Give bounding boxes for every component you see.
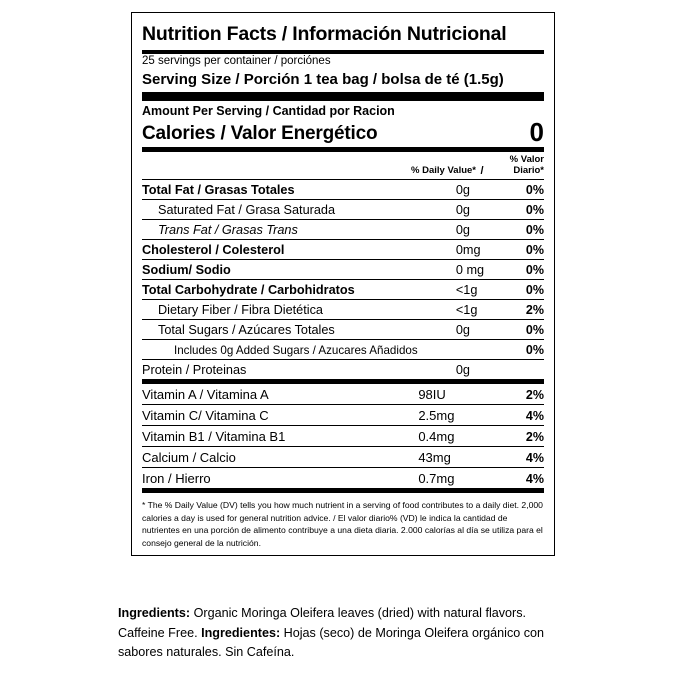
calories-label: Calories / Valor Energético [142,123,378,145]
dv-header-slash: / [480,164,484,177]
nutrient-amount: 0g [456,220,488,240]
ingredients-block [118,604,568,663]
nutrient-name: Dietary Fiber / Fibra Dietética [142,300,456,320]
page-title: Nutrition Facts / Información Nutricional [142,23,507,45]
ingredients-label-en: Ingredients: [118,606,191,620]
table-row [142,340,544,360]
ingredients-text-en: Organic Moringa Oleifera leaves (dried) with natural flavors. Caffeine Free. [118,606,527,640]
table-row [142,468,544,491]
nutrition-facts-panel [131,12,555,556]
nutrient-dv: 0% [488,280,544,300]
table-row [142,280,544,300]
nutrient-dv: 0% [488,240,544,260]
table-row [142,240,544,260]
nutrient-name: Saturated Fat / Grasa Saturada [142,200,456,220]
nutrient-dv: 0% [488,320,544,340]
nutrient-dv: 2% [488,300,544,320]
vitamin-name: Calcium / Calcio [142,447,418,468]
nutrient-amount: 0mg [456,240,488,260]
nutrient-name: Total Sugars / Azúcares Totales [142,320,456,340]
vitamin-name: Iron / Hierro [142,468,418,491]
vitamin-dv: 2% [488,384,544,405]
table-row [142,426,544,447]
nutrient-amount: 0g [456,200,488,220]
nutrient-dv: 0% [488,260,544,280]
nutrient-dv: 0% [488,180,544,200]
daily-value-footnote: * The % Daily Value (DV) tells you how much nutrient in a serving of food contributes to a daily diet. 2,000 calories a day is used for general nutrition advice. / El valor diario% (VD) le indica la cantidad de nutrientes en una porción de alimento contribuye a una dieta diaria. 2.000 calorías al día se utiliza para el consejo general de la nutrición. [142,500,543,548]
table-row [142,447,544,468]
vitamin-amount: 0.7mg [418,468,488,491]
vitamin-dv: 2% [488,426,544,447]
table-row [142,200,544,220]
table-row [142,360,544,382]
vitamin-amount: 98IU [418,384,488,405]
vitamin-amount: 2.5mg [418,405,488,426]
ingredients-text-es: Hojas (seco) de Moringa Oleifera orgánico con sabores naturales. Sin Cafeína. [118,625,545,660]
vitamin-dv: 4% [488,447,544,468]
nutrient-dv [488,360,544,382]
vitamin-amount: 43mg [418,447,488,468]
table-row [142,405,544,426]
nutrient-amount: <1g [456,300,488,320]
servings-per-container: 25 servings per container / porciónes [142,55,331,68]
amount-per-serving: Amount Per Serving / Cantidad por Racion [142,104,395,119]
nutrient-name: Includes 0g Added Sugars / Azucares Añadidos [142,340,456,360]
vitamin-name: Vitamin C/ Vitamina C [142,405,418,426]
vitamin-amount: 0.4mg [418,426,488,447]
nutrient-name: Sodium/ Sodio [142,260,456,280]
serving-size: Serving Size / Porción 1 tea bag / bolsa de té (1.5g) [142,71,504,89]
nutrient-amount: <1g [456,280,488,300]
table-row [142,320,544,340]
calories-row [142,119,544,147]
dv-header-right: % Valor Diario* [509,154,544,177]
nutrient-amount: 0 mg [456,260,488,280]
nutrient-amount: 0g [456,360,488,382]
table-row [142,384,544,405]
calories-value: 0 [529,117,544,148]
vitamin-name: Vitamin B1 / Vitamina B1 [142,426,418,447]
nutrient-amount [456,340,488,360]
nutrient-dv: 0% [488,200,544,220]
nutrient-amount: 0g [456,180,488,200]
nutrient-name: Total Carbohydrate / Carbohidratos [142,280,456,300]
serving-size-divider [142,92,544,101]
ingredients-label-es: Ingredientes: [201,625,281,640]
nutrient-name: Protein / Proteinas [142,360,456,382]
table-row [142,300,544,320]
vitamins-table [142,384,544,493]
nutrients-table [142,180,544,384]
table-row [142,260,544,280]
vitamin-dv: 4% [488,468,544,491]
nutrient-dv: 0% [488,220,544,240]
dv-header-left: % Daily Value* [411,165,476,177]
nutrient-name: Cholesterol / Colesterol [142,240,456,260]
nutrient-dv: 0% [488,340,544,360]
nutrient-name: Total Fat / Grasas Totales [142,180,456,200]
daily-value-header [142,152,544,179]
vitamin-dv: 4% [488,405,544,426]
table-row [142,220,544,240]
table-row [142,180,544,200]
nutrient-amount: 0g [456,320,488,340]
vitamin-name: Vitamin A / Vitamina A [142,384,418,405]
nutrient-name: Trans Fat / Grasas Trans [142,220,456,240]
